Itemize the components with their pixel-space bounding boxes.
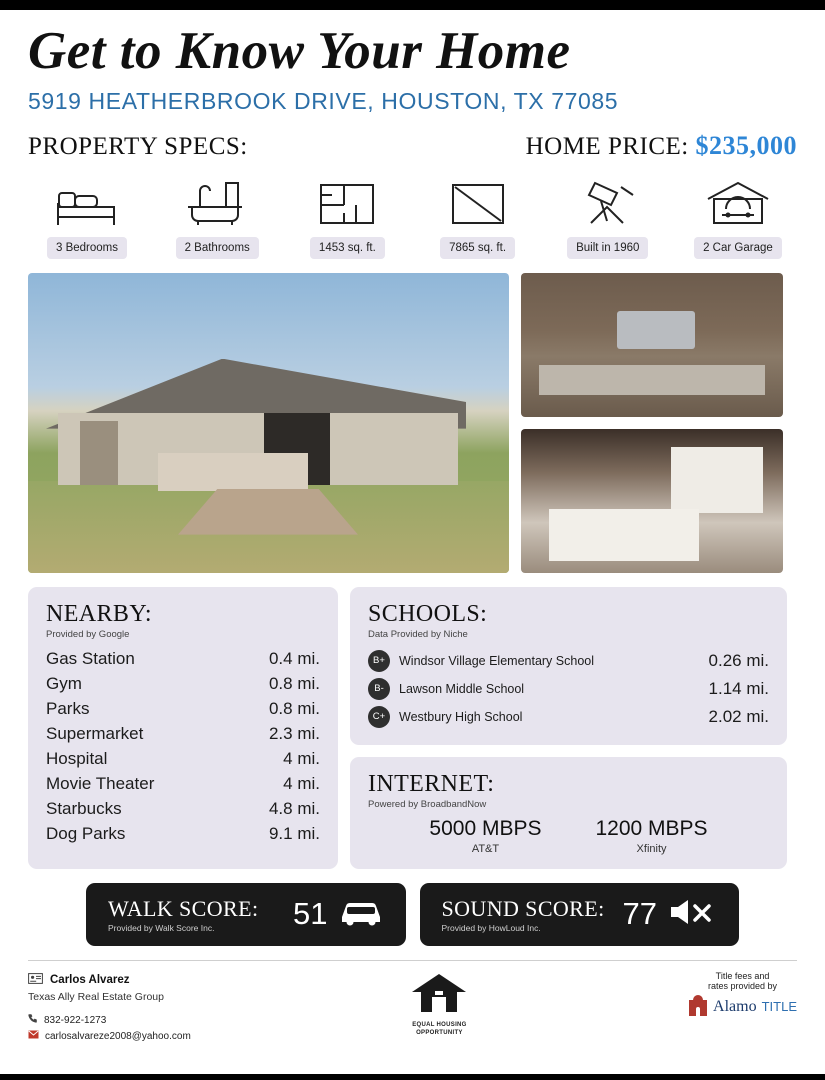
internet-speed: 5000 MBPS: [429, 816, 542, 840]
spec-lot-size-label: 7865 sq. ft.: [440, 237, 515, 259]
equal-housing-icon: [410, 1002, 468, 1019]
spec-bedrooms: [28, 171, 146, 259]
school-name: Windsor Village Elementary School: [399, 653, 595, 668]
page-title: Get to Know Your Home: [28, 22, 571, 80]
list-item: [46, 722, 320, 747]
school-name: Westbury High School: [399, 709, 523, 724]
lower-cabinets: [549, 509, 699, 561]
bathtub-icon: [186, 171, 248, 229]
agent-block: [28, 971, 191, 1045]
nearby-card: [28, 587, 338, 869]
lot-size-icon: [447, 171, 509, 229]
nearby-name: Gym: [46, 674, 82, 694]
specs-title: PROPERTY SPECS:: [28, 132, 248, 160]
list-item: [596, 817, 708, 855]
photo-gallery: [28, 273, 797, 573]
schools-title: SCHOOLS:: [368, 600, 488, 627]
eho-line-1: EQUAL HOUSING: [412, 1021, 467, 1028]
school-distance: 2.02 mi.: [708, 706, 769, 726]
spec-bathrooms: [158, 171, 276, 259]
home-price: [526, 131, 797, 161]
mute-speaker-icon: [667, 896, 717, 933]
walk-score-value: 51: [293, 896, 328, 932]
nearby-distance: 4 mi.: [283, 749, 320, 769]
brick-planter: [158, 453, 308, 491]
schools-subtitle: Data Provided by Niche: [368, 628, 468, 640]
internet-provider-name: AT&T: [471, 842, 500, 855]
secondary-photos: [521, 273, 783, 573]
list-item: [46, 672, 320, 697]
school-distance: 1.14 mi.: [708, 678, 769, 698]
spec-year-built: [549, 171, 667, 259]
phone-icon: [28, 1013, 38, 1029]
nearby-distance: 4 mi.: [283, 774, 320, 794]
footer: [28, 960, 797, 1045]
specs-header-row: [28, 131, 797, 161]
nearby-title: NEARBY:: [46, 600, 152, 627]
list-item: [46, 697, 320, 722]
grill-unit: [617, 311, 695, 349]
car-icon: [338, 897, 384, 932]
sound-score-value: 77: [622, 896, 657, 932]
list-item: [368, 647, 769, 675]
list-item: [46, 647, 320, 672]
list-item: [46, 772, 320, 797]
nearby-distance: 9.1 mi.: [268, 824, 320, 844]
interior-kitchen-photo: [521, 429, 783, 573]
nearby-name: Gas Station: [46, 649, 135, 669]
bottom-black-bar: [0, 1074, 825, 1080]
agent-contact: [28, 1013, 191, 1045]
agent-company: Texas Ally Real Estate Group: [28, 990, 164, 1003]
schools-card: [350, 587, 787, 745]
agent-email: carlosalvareze2008@yahoo.com: [45, 1030, 191, 1042]
sound-score-label: SOUND SCORE:: [441, 895, 605, 921]
construction-icon: [577, 171, 639, 229]
email-icon: [28, 1029, 39, 1045]
agent-email-row[interactable]: [28, 1029, 191, 1045]
nearby-name: Hospital: [46, 749, 108, 769]
home-price-label: HOME PRICE:: [525, 132, 689, 160]
sound-score-card: [420, 883, 740, 946]
title-note-line-1: Title fees and: [715, 970, 770, 981]
internet-card: [350, 757, 787, 869]
school-name: Lawson Middle School: [399, 681, 525, 696]
walk-score-card: [86, 883, 406, 946]
outdoor-kitchen-photo: [521, 273, 783, 417]
nearby-distance: 0.8 mi.: [268, 699, 320, 719]
spec-interior-size-label: 1453 sq. ft.: [310, 237, 385, 259]
spec-year-built-label: Built in 1960: [567, 237, 648, 259]
property-address: 5919 HEATHERBROOK DRIVE, HOUSTON, TX 77085: [28, 87, 619, 114]
nearby-distance: 0.8 mi.: [268, 674, 320, 694]
nearby-subtitle: Provided by Google: [46, 628, 130, 640]
nearby-distance: 2.3 mi.: [268, 724, 320, 744]
alamo-title-logo: [688, 995, 797, 1019]
alamo-name: Alamo: [713, 997, 757, 1015]
walk-score-sub: Provided by Walk Score Inc.: [108, 922, 215, 933]
bed-icon: [56, 171, 118, 229]
school-distance: 0.26 mi.: [708, 650, 769, 670]
home-price-value: $235,000: [695, 130, 797, 160]
list-item: [368, 703, 769, 731]
agent-name: Carlos Alvarez: [50, 973, 130, 986]
nearby-name: Movie Theater: [46, 774, 155, 794]
property-specs-list: [28, 171, 797, 259]
spec-interior-size: [288, 171, 406, 259]
internet-title: INTERNET:: [368, 770, 495, 797]
title-note-line-2: rates provided by: [708, 980, 778, 991]
nearby-name: Supermarket: [46, 724, 144, 744]
sound-score-sub: Provided by HowLoud Inc.: [441, 922, 541, 933]
internet-speed: 1200 MBPS: [595, 816, 708, 840]
school-grade-badge: C+: [368, 706, 390, 728]
internet-providers: [368, 817, 769, 855]
school-grade-badge: B-: [368, 678, 390, 700]
list-item: [46, 747, 320, 772]
top-black-bar: [0, 0, 825, 10]
nearby-distance: 4.8 mi.: [268, 799, 320, 819]
front-exterior-photo: [28, 273, 509, 573]
walk-score-label: WALK SCORE:: [108, 895, 259, 921]
right-cards-column: [350, 587, 787, 869]
list-item: [429, 817, 541, 855]
alamo-suffix: TITLE: [761, 999, 797, 1015]
info-cards: [28, 587, 797, 869]
id-card-icon: [28, 971, 43, 989]
equal-housing-logo: [410, 971, 468, 1036]
garage-icon: [704, 171, 772, 229]
school-grade-badge: B+: [368, 650, 390, 672]
agent-phone-row[interactable]: [28, 1013, 191, 1029]
list-item: [368, 675, 769, 703]
eho-line-2: OPPORTUNITY: [416, 1029, 463, 1036]
agent-phone: 832-922-1273: [44, 1014, 107, 1026]
floorplan-icon: [316, 171, 378, 229]
spec-garage: [679, 171, 797, 259]
internet-subtitle: Powered by BroadbandNow: [368, 798, 487, 810]
spec-lot-size: [419, 171, 537, 259]
nearby-distance: 0.4 mi.: [268, 649, 320, 669]
spec-garage-label: 2 Car Garage: [694, 237, 782, 259]
side-gate: [80, 421, 118, 485]
spec-bathrooms-label: 2 Bathrooms: [176, 237, 259, 259]
list-item: [46, 822, 320, 847]
alamo-building-icon: [688, 995, 708, 1019]
outdoor-counter: [539, 365, 765, 395]
upper-cabinets: [671, 447, 763, 513]
score-row: [28, 883, 797, 946]
nearby-name: Starbucks: [46, 799, 122, 819]
list-item: [46, 797, 320, 822]
spec-bedrooms-label: 3 Bedrooms: [47, 237, 127, 259]
nearby-name: Parks: [46, 699, 90, 719]
nearby-name: Dog Parks: [46, 824, 126, 844]
title-company-block: [688, 971, 797, 1019]
internet-provider-name: Xfinity: [636, 842, 667, 855]
